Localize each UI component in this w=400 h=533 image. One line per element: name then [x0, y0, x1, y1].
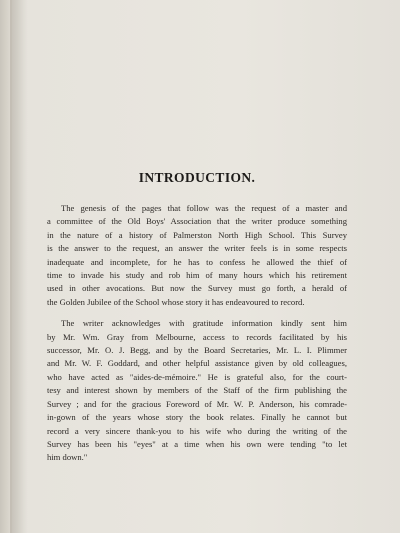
- page-heading: INTRODUCTION.: [138, 170, 256, 185]
- page-content: [47, 170, 347, 473]
- paragraph-line: him down.": [47, 452, 88, 463]
- paragraph-line: is the answer to the request, an answer the writer feels is in some respects: [47, 243, 347, 254]
- paragraph-line: record a very sincere thank-you to his wife who during the writing of the: [47, 425, 347, 436]
- paragraph-line: time to invade his study and rob him of many hours which his retirement: [47, 270, 347, 281]
- paragraph-line: by Mr. Wm. Gray from Melbourne, access to records facilitated by his: [47, 331, 347, 342]
- paragraph-line: a committee of the Old Boys' Association that the writer produce something: [47, 216, 347, 227]
- paragraph-line: Survey has been his "eyes" at a time when his own were tending "to let: [47, 438, 347, 449]
- paragraph-line: inadequate and incomplete, for he has to confess he allowed the thief of: [47, 256, 347, 267]
- paragraph-line: and Mr. W. F. Goddard, and other helpful assistance given by old colleagues,: [47, 358, 347, 369]
- paragraph-2: [47, 317, 347, 464]
- paragraph-line: in the nature of a history of Palmerston North High School. This Survey: [47, 229, 347, 240]
- paragraph-line: who have acted as "aides-de-mémoire." He is grateful also, for the court-: [47, 371, 347, 382]
- paragraph-line: tesy and interest shown by members of the Staff of the firm publishing the: [47, 385, 347, 396]
- paragraph-line: used in other avocations. But now the Survey must go forth, a herald of: [47, 283, 347, 294]
- paragraph-line: Survey ; and for the gracious Foreword of Mr. W. P. Anderson, his comrade-: [47, 398, 347, 409]
- paragraph-line: The genesis of the pages that follow was the request of a master and: [61, 203, 347, 213]
- gutter-shadow: [12, 0, 28, 533]
- paragraph-1: [47, 202, 347, 309]
- paragraph-line: successor, Mr. O. J. Begg, and by the Board Secretaries, Mr. L. I. Plimmer: [47, 345, 347, 356]
- paragraph-line: in-gown of the years whose story the book relates. Finally he cannot but: [47, 412, 347, 423]
- paragraph-line: The writer acknowledges with gratitude information kindly sent him: [61, 318, 347, 329]
- paragraph-line: the Golden Jubilee of the School whose story it has endeavoured to record.: [47, 296, 305, 307]
